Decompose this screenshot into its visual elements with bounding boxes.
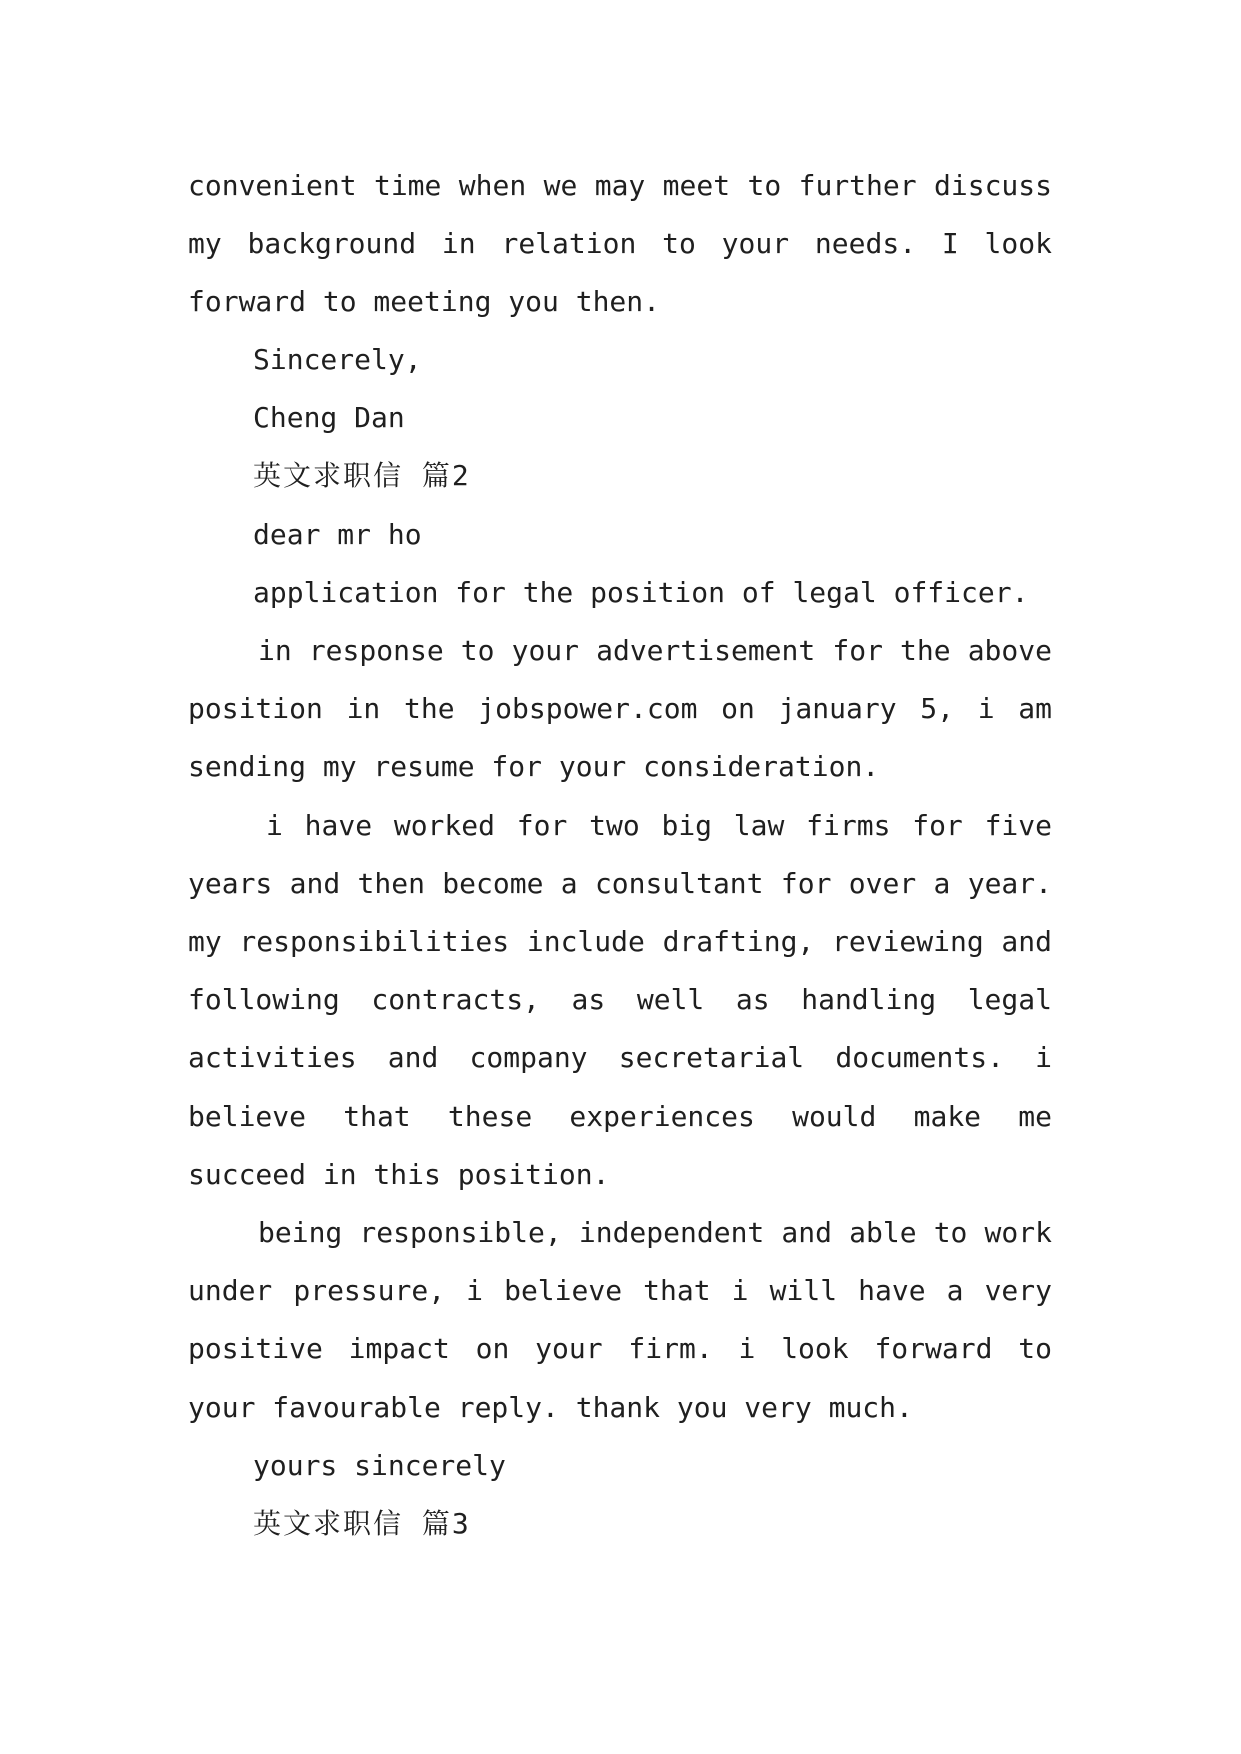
text-line: my background in relation to your needs. I look [188,227,1052,260]
subject-line: application for the position of legal officer. [253,576,1029,609]
text-line: sending my resume for your consideration. [188,750,880,783]
text-line: in response to your advertisement for the above [258,634,1052,667]
text-line: your favourable reply. thank you very much. [188,1391,913,1424]
text-line: positive impact on your firm. i look forward to [188,1332,1052,1365]
text-line: succeed in this position. [188,1158,610,1191]
closing-salutation: yours sincerely [253,1449,506,1482]
text-line: being responsible, independent and able to work [258,1216,1052,1249]
section-heading: 英文求职信 篇2 [253,459,471,492]
text-line: believe that these experiences would make me [188,1100,1052,1133]
text-line: position in the jobspower.com on january 5, i am [188,692,1052,725]
text-line: convenient time when we may meet to further discuss [188,169,1052,202]
text-line: under pressure, i believe that i will have a very [188,1274,1052,1307]
greeting: dear mr ho [253,518,422,551]
text-line: following contracts, as well as handling legal [188,983,1052,1016]
text-line: forward to meeting you then. [188,285,661,318]
text-line: years and then become a consultant for over a year. [188,867,1052,900]
section-heading: 英文求职信 篇3 [253,1507,471,1540]
text-line: activities and company secretarial documents. i [188,1041,1052,1074]
closing-salutation: Sincerely, [253,343,422,376]
text-line: my responsibilities include drafting, reviewing and [188,925,1052,958]
signature-name: Cheng Dan [253,401,405,434]
text-line: i have worked for two big law firms for five [266,809,1052,842]
